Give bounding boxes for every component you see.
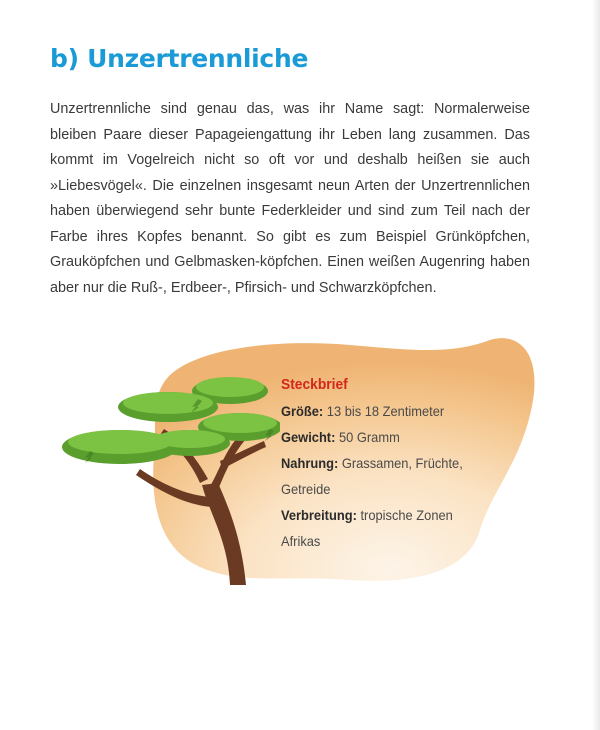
fact-gewicht-value: 50 Gramm — [338, 429, 400, 445]
fact-groesse — [281, 398, 493, 424]
fact-verbreitung-label: Verbreitung: — [281, 507, 357, 523]
page-edge — [592, 0, 600, 730]
fact-gewicht — [281, 424, 493, 450]
fact-nahrung-value: Grassamen, Früchte, Getreide — [281, 455, 463, 497]
fact-nahrung — [281, 450, 493, 502]
steckbrief-box — [50, 335, 550, 585]
fact-groesse-label: Größe: — [281, 403, 324, 419]
fact-verbreitung-value: tropische Zonen Afrikas — [281, 507, 453, 549]
steckbrief-title: Steckbrief — [281, 376, 348, 393]
acacia-tree-icon — [50, 365, 280, 585]
body-paragraph: Unzertrennliche sind genau das, was ihr Name sagt: Normalerweise bleiben Paare dieser Papageiengattung ihr Leben lang zusammen. Das kommt im Vogelreich nicht so oft vor und deshalb heißen sie auch »Liebesvögel«. Die einzelnen insgesamt neun Arten der Unzertrennlichen haben überwiegend sehr bunte Federkleider und sind zum Teil nach der Farbe ihres Kopfes benannt. So gibt es zum Beispiel Grünköpfchen, Grauköpfchen und Gelbmasken-köpfchen. Einen weißen Augenring haben aber nur die Ruß-, Erdbeer-, Pfirsich- und Schwarzköpfchen. — [50, 100, 530, 296]
fact-groesse-value: 13 bis 18 Zentimeter — [326, 403, 445, 419]
fact-nahrung-label: Nahrung: — [281, 455, 339, 471]
fact-verbreitung — [281, 502, 493, 554]
fact-gewicht-label: Gewicht: — [281, 429, 336, 445]
steckbrief-text — [281, 372, 493, 554]
section-heading: b) Unzertrennliche — [50, 44, 309, 73]
